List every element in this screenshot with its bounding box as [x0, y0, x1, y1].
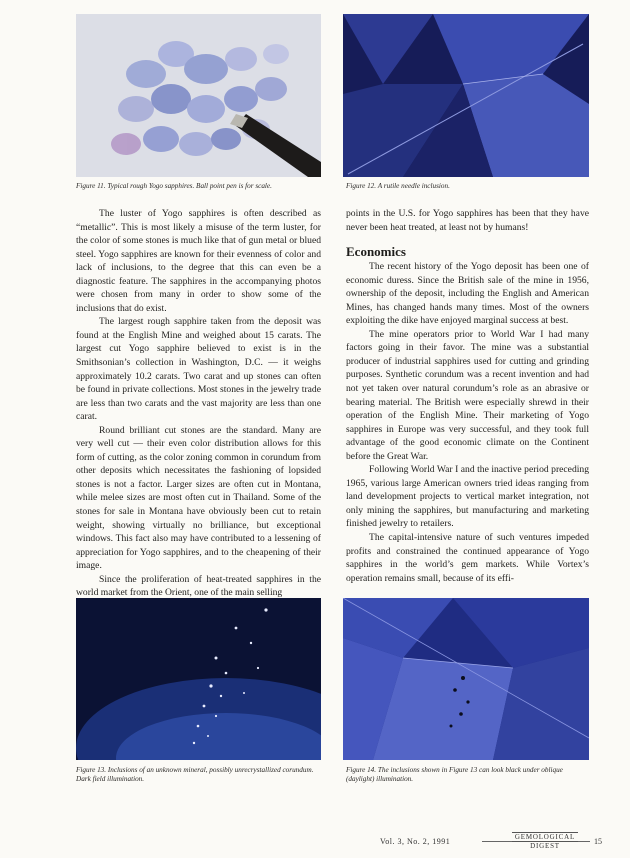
logo-line-2: DIGEST [530, 842, 560, 850]
left-column [76, 207, 321, 600]
logo-line-1: GEMOLOGICAL [512, 832, 578, 842]
paragraph-largest: The largest rough sapphire taken from the deposit was found at the English Mine and weighed about 15 carats. The largest cut Yogo sapphire believed to exist is in the Smithsonian’s collection in Washington, D.C. — it weighs approximately 10.2 carats. Two carat and up stones can often be found in private collections. Most stones in the jewelry trade are less than two carats and the vast majority are less than one carat. [76, 316, 321, 423]
rough-sapphires-image [76, 14, 321, 177]
right-column [346, 207, 589, 585]
paragraph-capital-intensive: The capital-intensive nature of such ventures impeded profits and constrained the continued appearance of Yogo sapphires in the world’s gem markets. While Vortex’s operation remains small, because of its effi- [346, 532, 589, 584]
section-heading-economics: Economics [346, 244, 406, 260]
figure-14-caption: Figure 14. The inclusions shown in Figure 13 can look black under oblique (daylight) illumination. [346, 766, 563, 783]
figure-12-photo [343, 14, 589, 177]
footer-rule-left [482, 841, 512, 842]
page-number: 15 [594, 837, 602, 846]
rutile-needle-image [343, 14, 589, 177]
figure-13-photo [76, 598, 321, 760]
page-footer [376, 832, 626, 852]
gemological-digest-logo [512, 832, 578, 850]
paragraph-round-brilliant: Round brilliant cut stones are the standard. Many are very well cut — their even color distribution allows for this form of cutting, as the color zoning common in corundum from other deposits which necessitates the fashioning of lopsided stones is not a factor. Larger sizes are often cut in Montana, while melee sizes are most often cut in Thailand. Some of the stones for sale in Montana have obviously been cut to retain weight, showing virtually no brilliance, but exceptional windows. This fact also may have contributed to a lessening of appreciation for Yogo sapphires, and to the cheapening of their image. [76, 424, 321, 572]
paragraph-following-ww1: Following World War I and the inactive period preceding 1965, various large American owners tried ideas ranging from land development projects to vertical market integration, not only mining the sapphires, but manufacturing and marketing finished jewelry to retailers. [346, 464, 589, 530]
figure-12-caption: Figure 12. A rutile needle inclusion. [346, 182, 450, 190]
paragraph-mine-operators: The mine operators prior to World War I had many factors going in their favor. The mine was a substantial producer of industrial sapphires used for cutting and grinding purposes. Synthetic corundum was a recent invention and had not yet taken over natural corundum’s role as an abrasive or bearing material. The British were especially shrewd in their operation of the English Mine. Their marketing of Yogo sapphires in Europe was very successful, and they took full advantage of the good economic climate on the Continent before the Great War. [346, 328, 589, 462]
figure-14-photo [343, 598, 589, 760]
figure-13-caption: Figure 13. Inclusions of an unknown mineral, possibly unrecrystallized corundum. Dark field illumination. [76, 766, 314, 783]
issue-info: Vol. 3, No. 2, 1991 [380, 837, 451, 846]
figure-11-photo [76, 14, 321, 177]
paragraph-continued: points in the U.S. for Yogo sapphires has been that they have never been heat treated, at least not by humans! [346, 208, 589, 233]
footer-rule-right [578, 841, 590, 842]
paragraph-recent-history: The recent history of the Yogo deposit has been one of economic duress. Since the British sale of the mine in 1956, ownership of the deposit, including the English and American Mines, has changed hands many times. Most of the owners exploiting the dike have enjoyed marginal success at best. [346, 261, 589, 327]
dark-field-inclusions-image [76, 598, 321, 760]
oblique-illumination-image [343, 598, 589, 760]
figure-11-caption: Figure 11. Typical rough Yogo sapphires. Ball point pen is for scale. [76, 182, 272, 190]
paragraph-heat-treated: Since the proliferation of heat-treated sapphires in the world market from the Orient, one of the main selling [76, 573, 321, 599]
paragraph-luster: The luster of Yogo sapphires is often described as “metallic”. This is most likely a misuse of the term luster, for the color of some stones is much like that of gun metal or blued steel. Yogo sapphires are known for their evenness of color and lack of inclusions, to the degree that this can even be a diagnostic feature. The sapphires in the accompanying photos were chosen from many in order to show some of the inclusions that do exist. [76, 208, 321, 314]
